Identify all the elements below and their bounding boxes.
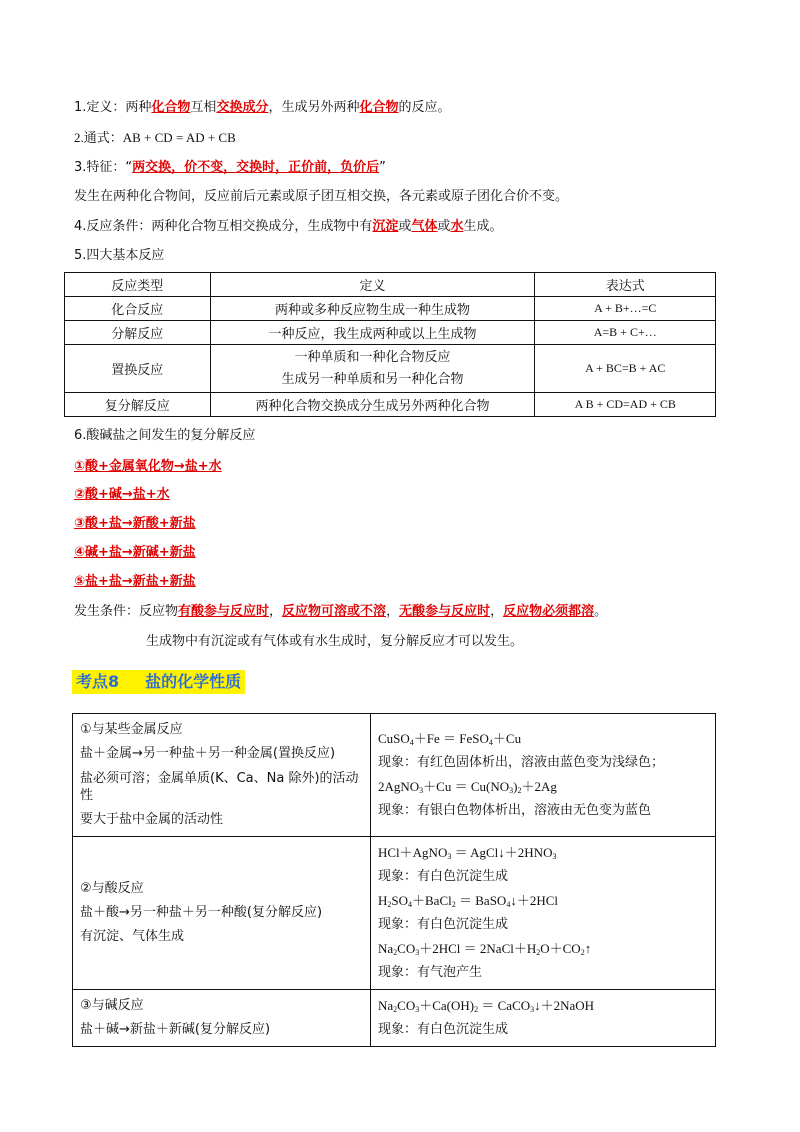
reaction-definition — [210, 345, 535, 393]
header-cell: 定义 — [210, 273, 535, 297]
table-row — [73, 990, 716, 1047]
property-description — [73, 990, 371, 1047]
table-row — [73, 837, 716, 990]
condition-text: 或 — [398, 219, 412, 234]
condition-highlight: 无酸参与反应时 — [399, 604, 491, 619]
condition-text: 或 — [437, 219, 451, 234]
phenomenon-text: 现象：有白色沉淀生成 — [378, 869, 509, 884]
highlight-gas: 气体 — [411, 219, 438, 234]
reaction-expression: A + B+…=C — [535, 297, 716, 321]
table-row — [65, 321, 716, 345]
condition-text: 发生条件：反应物 — [74, 604, 179, 619]
reaction-examples — [371, 837, 716, 990]
reaction-examples — [371, 714, 716, 837]
chemical-equation: $H_2SO_4+BaCl_2$ ＝ BaSO$_4$↓＋2HCl — [378, 893, 558, 909]
feature-quote: ” — [379, 160, 386, 175]
reaction-expression: A=B + C+… — [535, 321, 716, 345]
condition-line — [74, 218, 503, 236]
occurrence-conditions — [74, 603, 607, 621]
reaction-examples — [371, 990, 716, 1047]
salt-properties-table — [72, 713, 716, 1047]
condition-highlight: 反应物必须都溶 — [503, 604, 595, 619]
property-rule: 盐＋酸→另一种盐＋另一种酸(复分解反应) — [80, 905, 323, 920]
definition-line-2: 生成另一种单质和另一种化合物 — [281, 371, 464, 387]
property-note: 盐必须可溶；金属单质(K、Ca、Na 除外)的活动性 — [80, 771, 359, 803]
reaction-expression: A B + CD=AD + CB — [535, 393, 716, 417]
reaction-definition: 两种化合物交换成分生成另外两种化合物 — [210, 393, 535, 417]
property-note: 要大于盐中金属的活动性 — [80, 812, 224, 827]
reaction-rule-item: ①酸+金属氧化物→盐+水 — [74, 459, 222, 474]
condition-text: ， — [490, 604, 504, 619]
heading-label: 考点8 — [76, 672, 120, 691]
reaction-rule-item: ③酸+盐→新酸+新盐 — [74, 516, 196, 531]
highlight-compound: 化合物 — [359, 100, 399, 115]
feature-description: 发生在两种化合物间，反应前后元素或原子团互相交换，各元素或原子团化合价不变。 — [74, 189, 569, 204]
property-title: ③与碱反应 — [80, 998, 144, 1013]
reaction-definition: 两种或多种反应物生成一种生成物 — [210, 297, 535, 321]
condition-text: ， — [386, 604, 400, 619]
property-description — [73, 837, 371, 990]
chemical-equation: CuSO$_4$＋Fe ＝ FeSO$_4$＋Cu — [378, 731, 522, 747]
table-row — [65, 393, 716, 417]
table-row — [65, 345, 716, 393]
table-header-row — [65, 273, 716, 297]
phenomenon-text: 现象：有红色固体析出，溶液由蓝色变为浅绿色； — [378, 755, 665, 770]
feature-line — [74, 159, 386, 177]
condition-text: 生成。 — [463, 219, 503, 234]
property-rule: 盐＋金属→另一种盐＋另一种金属(置换反应) — [80, 746, 336, 761]
phenomenon-text: 现象：有白色沉淀生成 — [378, 1022, 509, 1037]
table-row — [65, 297, 716, 321]
section-heading — [72, 670, 245, 694]
definition-text: 1.定义：两种 — [74, 100, 152, 115]
reaction-rule-item: ⑤盐+盐→新盐+新盐 — [74, 574, 196, 589]
chemical-equation: 2AgNO$_3$＋Cu ＝ $Cu(NO_3)_2+2Ag$ — [378, 779, 557, 795]
condition-text: ， — [269, 604, 283, 619]
reaction-type: 分解反应 — [65, 321, 211, 345]
property-title: ①与某些金属反应 — [80, 722, 183, 737]
basic-reactions-table — [64, 272, 716, 417]
reaction-definition: 一种反应，我生成两种或以上生成物 — [210, 321, 535, 345]
definition-line — [74, 99, 451, 117]
chemical-equation: $Na_2CO_3+2HCl$ ＝ $2NaCl+H_2O+CO_2↑$ — [378, 941, 592, 957]
condition-highlight: 反应物可溶或不溶 — [282, 604, 387, 619]
condition-text: 。 — [594, 604, 608, 619]
property-rule: 盐＋碱→新盐＋新碱(复分解反应) — [80, 1022, 271, 1037]
phenomenon-text: 现象：有气泡产生 — [378, 965, 483, 980]
condition-highlight: 有酸参与反应时 — [178, 604, 270, 619]
property-note: 有沉淀、气体生成 — [80, 929, 185, 944]
highlight-exchange: 交换成分 — [216, 100, 269, 115]
heading-title: 盐的化学性质 — [145, 672, 242, 691]
occurrence-conditions-2: 生成物中有沉淀或有气体或有水生成时，复分解反应才可以发生。 — [146, 634, 524, 649]
definition-text: 的反应。 — [398, 100, 451, 115]
phenomenon-text: 现象：有银白色物体析出，溶液由无色变为蓝色 — [378, 803, 652, 818]
highlight-water: 水 — [450, 219, 464, 234]
reaction-rule-item: ④碱+盐→新碱+新盐 — [74, 545, 196, 560]
section5-title: 5.四大基本反应 — [74, 248, 165, 263]
reaction-rule-item: ②酸+碱→盐+水 — [74, 487, 170, 502]
highlight-precipitate: 沉淀 — [372, 219, 399, 234]
reaction-type: 复分解反应 — [65, 393, 211, 417]
definition-text: 互相 — [190, 100, 217, 115]
general-formula: 2.通式：AB + CD = AD + CB — [74, 130, 236, 145]
reaction-type: 置换反应 — [65, 345, 211, 393]
table-row — [73, 714, 716, 837]
highlight-compound: 化合物 — [151, 100, 191, 115]
chemical-equation: $Na_2CO_3+Ca(OH)_2$ ＝ CaCO$_3$↓＋2NaOH — [378, 998, 595, 1014]
phenomenon-text: 现象：有白色沉淀生成 — [378, 917, 509, 932]
chemical-equation: HCl＋AgNO$_3$ ＝ $AgCl↓+2HNO_3$ — [378, 845, 557, 861]
feature-label: 3.特征：“ — [74, 160, 133, 175]
section6-title: 6.酸碱盐之间发生的复分解反应 — [74, 428, 256, 443]
header-cell: 反应类型 — [65, 273, 211, 297]
property-description — [73, 714, 371, 837]
definition-line-1: 一种单质和一种化合物反应 — [294, 349, 451, 365]
feature-highlight: 两交换，价不变，交换时，正价前，负价后 — [132, 160, 380, 175]
condition-text: 4.反应条件：两种化合物互相交换成分，生成物中有 — [74, 219, 373, 234]
reaction-expression: A + BC=B + AC — [535, 345, 716, 393]
definition-text: ，生成另外两种 — [268, 100, 360, 115]
reaction-type: 化合反应 — [65, 297, 211, 321]
header-cell: 表达式 — [535, 273, 716, 297]
property-title: ②与酸反应 — [80, 881, 144, 896]
